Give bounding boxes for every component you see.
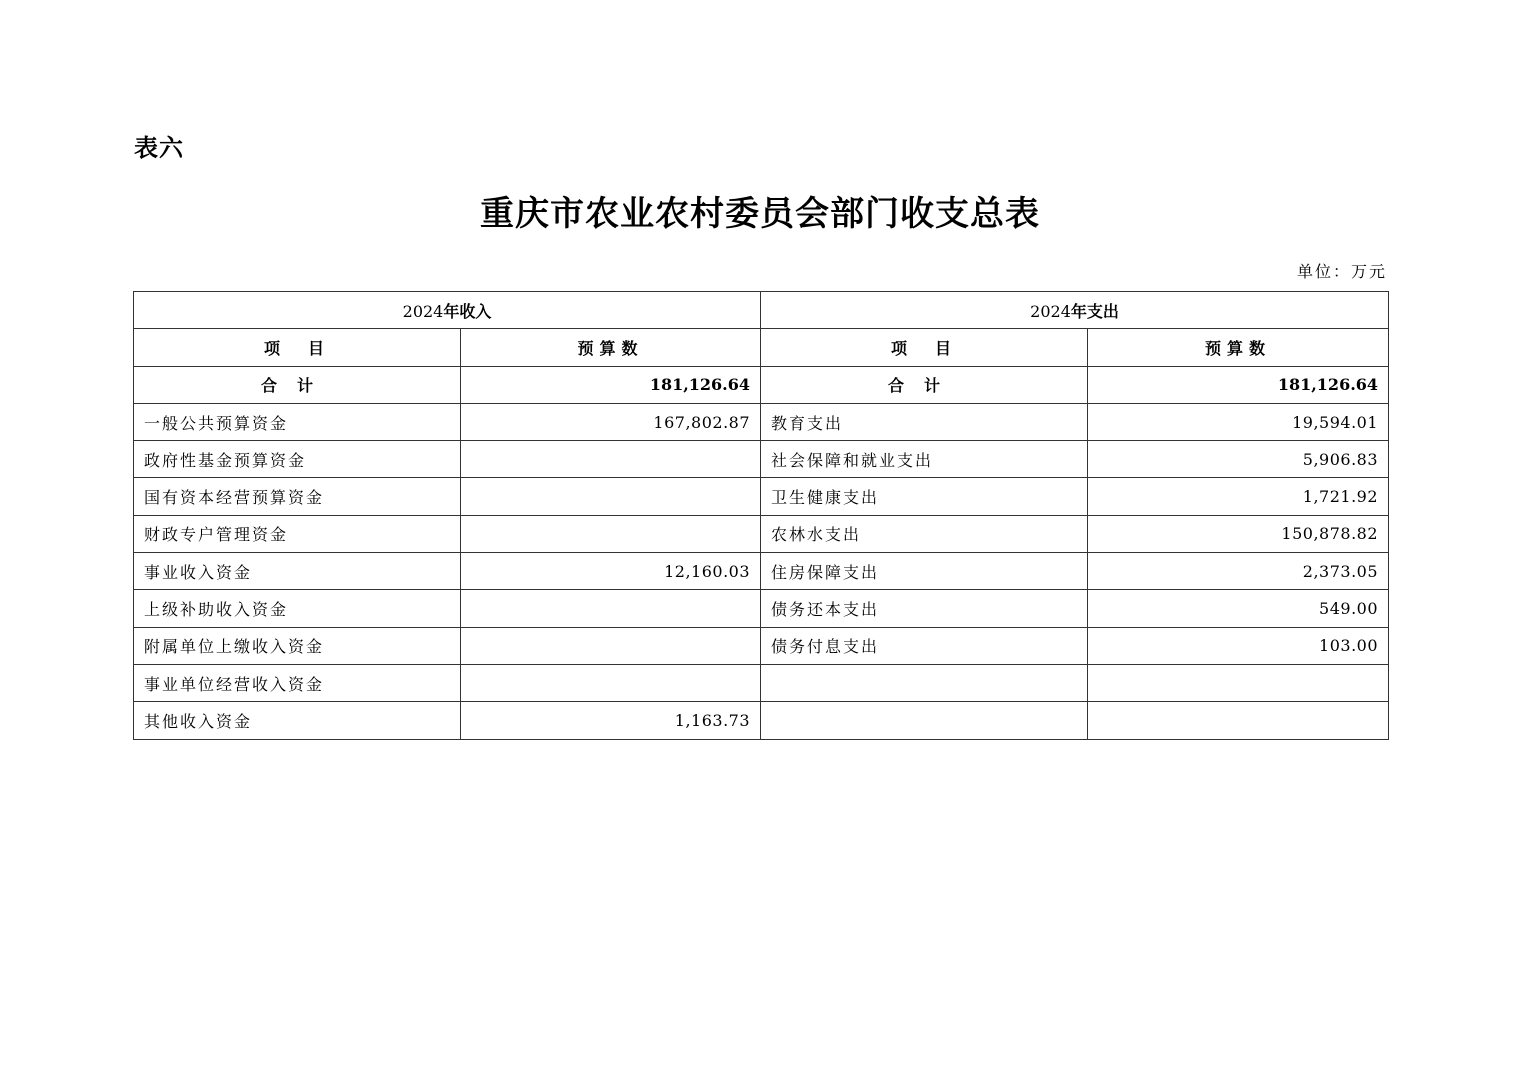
expense-value-cell: 549.00 (1088, 590, 1389, 627)
expense-value-cell: 150,878.82 (1088, 515, 1389, 552)
total-row (134, 366, 1389, 403)
income-value-cell (461, 627, 761, 664)
table-row (134, 590, 1389, 627)
income-item-cell: 事业单位经营收入资金 (134, 664, 461, 701)
table-row (134, 403, 1389, 440)
table-row (134, 515, 1389, 552)
expense-item-header: 项 目 (761, 329, 1088, 366)
income-total-value: 181,126.64 (461, 366, 761, 403)
expense-value-cell: 103.00 (1088, 627, 1389, 664)
income-value-cell (461, 664, 761, 701)
table-row (134, 664, 1389, 701)
expense-value-cell: 1,721.92 (1088, 478, 1389, 515)
table-row (134, 441, 1389, 478)
expense-item-cell: 教育支出 (761, 403, 1088, 440)
expense-value-cell (1088, 702, 1389, 739)
table-label: 表六 (134, 134, 184, 162)
income-value-cell (461, 515, 761, 552)
income-item-cell: 上级补助收入资金 (134, 590, 461, 627)
income-budget-header: 预算数 (461, 329, 761, 366)
expense-item-cell (761, 702, 1088, 739)
expense-value-cell: 19,594.01 (1088, 403, 1389, 440)
income-item-cell: 政府性基金预算资金 (134, 441, 461, 478)
income-value-cell: 167,802.87 (461, 403, 761, 440)
table-row (134, 478, 1389, 515)
income-value-cell: 1,163.73 (461, 702, 761, 739)
expense-item-cell: 社会保障和就业支出 (761, 441, 1088, 478)
income-item-cell: 其他收入资金 (134, 702, 461, 739)
expense-item-cell: 债务还本支出 (761, 590, 1088, 627)
income-year-header: 2024年收入 (134, 292, 761, 329)
table-body (134, 403, 1389, 739)
income-item-cell: 一般公共预算资金 (134, 403, 461, 440)
income-total-label: 合计 (134, 366, 461, 403)
expense-value-cell: 2,373.05 (1088, 553, 1389, 590)
income-value-cell (461, 478, 761, 515)
expense-budget-header: 预算数 (1088, 329, 1389, 366)
income-value-cell (461, 441, 761, 478)
income-value-cell: 12,160.03 (461, 553, 761, 590)
income-item-cell: 国有资本经营预算资金 (134, 478, 461, 515)
budget-table (133, 291, 1389, 740)
expense-year-header: 2024年支出 (761, 292, 1389, 329)
column-header-row (134, 329, 1389, 366)
table-row (134, 553, 1389, 590)
income-item-cell: 财政专户管理资金 (134, 515, 461, 552)
page-title: 重庆市农业农村委员会部门收支总表 (480, 194, 1040, 234)
expense-item-cell: 卫生健康支出 (761, 478, 1088, 515)
income-value-cell (461, 590, 761, 627)
expense-item-cell: 住房保障支出 (761, 553, 1088, 590)
unit-label: 单位：万元 (1296, 262, 1387, 281)
table-row (134, 702, 1389, 739)
expense-value-cell: 5,906.83 (1088, 441, 1389, 478)
expense-total-value: 181,126.64 (1088, 366, 1389, 403)
expense-item-cell: 债务付息支出 (761, 627, 1088, 664)
income-item-header: 项 目 (134, 329, 461, 366)
table-row (134, 627, 1389, 664)
income-item-cell: 事业收入资金 (134, 553, 461, 590)
expense-total-label: 合计 (761, 366, 1088, 403)
income-item-cell: 附属单位上缴收入资金 (134, 627, 461, 664)
expense-item-cell: 农林水支出 (761, 515, 1088, 552)
expense-value-cell (1088, 664, 1389, 701)
expense-item-cell (761, 664, 1088, 701)
year-header-row (134, 292, 1389, 329)
